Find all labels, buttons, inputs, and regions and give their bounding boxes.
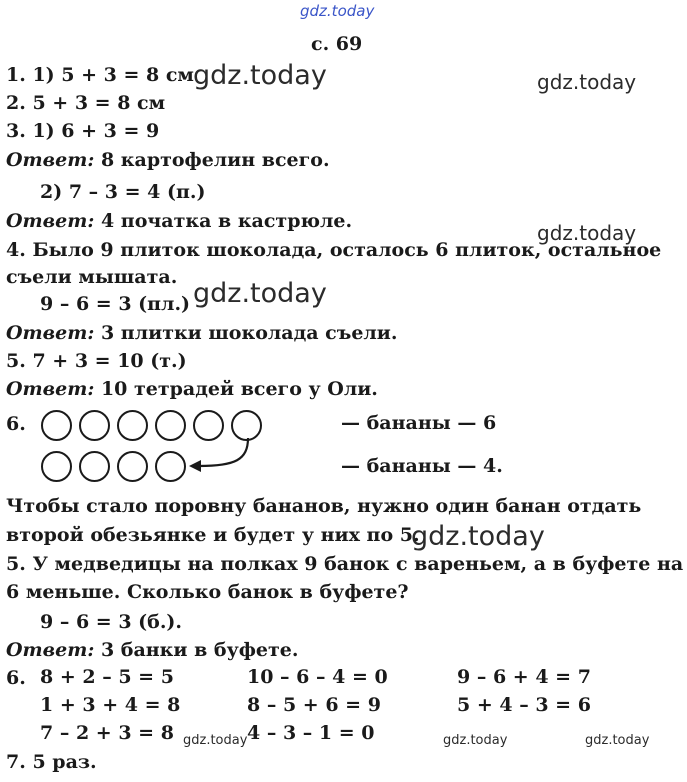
watermark: gdz.today (193, 60, 327, 91)
arrow-icon (185, 436, 255, 476)
equation: 5 + 4 – 3 = 6 (457, 694, 591, 716)
answer-text: 3 банки в буфете. (94, 639, 299, 661)
answer-line-a1 (6, 148, 330, 172)
page-number: с. 69 (311, 33, 363, 55)
circle-shape (117, 451, 148, 482)
watermark: gdz.today (411, 521, 545, 552)
circle-shape (79, 410, 110, 441)
answer-text: 10 тетрадей всего у Оли. (94, 378, 378, 400)
answer-line-14: 9 – 6 = 3 (б.). (40, 611, 183, 633)
answer-line-a4 (6, 377, 378, 401)
watermark: gdz.today (537, 70, 637, 94)
circle-shape (41, 451, 72, 482)
watermark: gdz.today (585, 733, 650, 748)
answer-line-1: 1. 1) 5 + 3 = 8 см (6, 64, 194, 86)
answer-line-4: 2) 7 – 3 = 4 (п.) (40, 181, 206, 203)
answer-line-6: съели мышата. (6, 266, 178, 288)
circle-shape (155, 410, 186, 441)
answer-line-7: 9 – 6 = 3 (пл.) (40, 293, 191, 315)
watermark-top: gdz.today (300, 2, 375, 20)
answer-text: 3 плитки шоколада съели. (94, 322, 398, 344)
watermark: gdz.today (193, 278, 327, 309)
equation: 8 – 5 + 6 = 9 (247, 694, 381, 716)
circle-shape (155, 451, 186, 482)
answer-line-2: 2. 5 + 3 = 8 см (6, 92, 166, 114)
answer-line-5: 4. Было 9 плиток шоколада, осталось 6 плиток, остальное (6, 239, 662, 261)
circle-shape (41, 410, 72, 441)
answer-line-11: второй обезьянке и будет у них по 5. (6, 524, 420, 546)
answer-text: 4 початка в кастрюле. (94, 210, 353, 232)
answer-line-10: Чтобы стало поровну бананов, нужно один банан отдать (6, 495, 642, 517)
equation: 7 – 2 + 3 = 8 (40, 722, 174, 744)
answer-line-a5 (6, 638, 298, 662)
answer-line-3: 3. 1) 6 + 3 = 9 (6, 120, 160, 142)
equation: 9 – 6 + 4 = 7 (457, 666, 591, 688)
watermark: gdz.today (537, 221, 637, 245)
answer-line-13: 6 меньше. Сколько банок в буфете? (6, 581, 409, 603)
answer-label: Ответ: (6, 639, 95, 661)
answer-line-12: 5. У медведицы на полках 9 банок с вареньем, а в буфете на (6, 553, 684, 575)
equation: 4 – 3 – 1 = 0 (247, 722, 375, 744)
watermark: gdz.today (443, 733, 508, 748)
equation: 1 + 3 + 4 = 8 (40, 694, 181, 716)
answer-text: 8 картофелин всего. (94, 149, 330, 171)
task-number-6: 6. (6, 413, 26, 435)
answer-line-a3 (6, 321, 398, 345)
answer-label: Ответ: (6, 149, 95, 171)
answer-line-a2 (6, 209, 352, 233)
equation: 8 + 2 – 5 = 5 (40, 666, 174, 688)
equation: 10 – 6 – 4 = 0 (247, 666, 388, 688)
circle-shape (79, 451, 110, 482)
answer-label: Ответ: (6, 378, 95, 400)
answer-label: Ответ: (6, 210, 95, 232)
answer-line-8: 5. 7 + 3 = 10 (т.) (6, 350, 187, 372)
watermark: gdz.today (183, 733, 248, 748)
task-number-6b: 6. (6, 667, 26, 689)
answer-label: Ответ: (6, 322, 95, 344)
bananas-label-2: — бананы — 4. (341, 455, 503, 477)
bananas-label-1: — бананы — 6 (341, 412, 497, 434)
answer-line-16: 7. 5 раз. (6, 751, 97, 773)
circle-shape (117, 410, 148, 441)
